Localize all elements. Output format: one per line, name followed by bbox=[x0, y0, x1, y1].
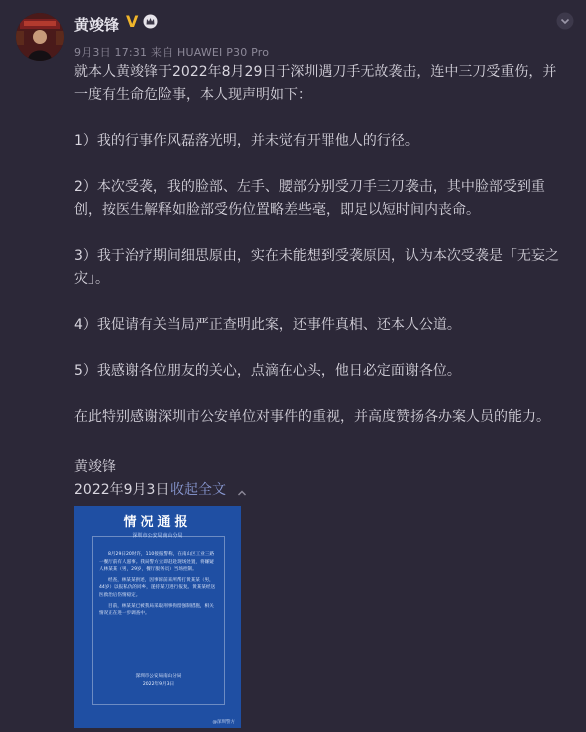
post-paragraph: 5）我感谢各位朋友的关心，点滴在心头，他日必定面谢各位。 bbox=[74, 363, 461, 379]
post-meta: 9月3日 17:31 来自 HUAWEI P30 Pro bbox=[74, 46, 270, 59]
more-chevron-icon[interactable] bbox=[556, 12, 574, 30]
post-paragraph: 4）我促请有关当局严正查明此案，还事件真相、还本人公道。 bbox=[74, 317, 461, 333]
notice-title: 情况通报 bbox=[123, 515, 192, 530]
post-paragraph: 1）我的行事作风磊落光明，并未觉有开罪他人的行径。 bbox=[74, 133, 419, 149]
notice-paragraph: 目前，林某某已被我局采取刑事拘留强制措施，相关情况正在进一步调查中。 bbox=[99, 603, 214, 617]
avatar[interactable] bbox=[16, 13, 64, 61]
notice-body bbox=[99, 551, 218, 621]
notice-frame bbox=[92, 536, 225, 705]
notice-paragraph: 8月29日20时许，110接报警称，在南山区工业三路一餐厅前有人滋事。我局警方立即赶赴现场处置，将嫌疑人林某某（男，29岁，餐厅服务员）当场控制。 bbox=[99, 552, 215, 573]
avatar-image bbox=[16, 13, 64, 61]
collapse-text-link[interactable]: 收起全文 bbox=[170, 482, 226, 498]
signature-name: 黄竣锋 bbox=[74, 459, 116, 475]
signature-date: 2022年9月3日 bbox=[74, 482, 170, 498]
notice-paragraph: 经查，林某某供述，因事诉前来所帮打黄某某（男，44岁）以报私仇的同乡，遂持某刀进行报复。黄某某经送医救治后伤情稳定。 bbox=[99, 577, 216, 598]
notice-signature bbox=[93, 673, 224, 689]
notice-sign-unit: 深圳市公安局南山分局 bbox=[135, 674, 182, 679]
post-paragraph: 在此特别感谢深圳市公安单位对事件的重视，并高度赞扬各办案人员的能力。 bbox=[74, 409, 550, 425]
username[interactable]: 黄竣锋 bbox=[74, 16, 120, 34]
post-paragraph: 3）我于治疗期间细思原由，实在未能想到受袭原因，认为本次受袭是「无妄之灾」。 bbox=[74, 248, 559, 287]
post-paragraph: 2）本次受袭，我的脸部、左手、腰部分别受刀手三刀袭击，其中脸部受到重创，按医生解释如脸部受伤位置略差些毫，即足以短时间内丧命。 bbox=[74, 179, 545, 218]
post-paragraph: 就本人黄竣锋于2022年8月29日于深圳遇刀手无故袭击，连中三刀受重伤，并一度有生命危险事，本人现声明如下： bbox=[74, 64, 557, 103]
chevron-up-icon[interactable] bbox=[237, 483, 247, 493]
notice-subtitle: 深圳市公安局南山分局 bbox=[132, 533, 183, 539]
verified-v-icon: V bbox=[126, 12, 139, 31]
police-notice-image[interactable] bbox=[74, 506, 241, 728]
crown-icon bbox=[143, 14, 158, 29]
post-body bbox=[74, 61, 568, 452]
notice-sign-date: 2022年9月3日 bbox=[142, 682, 175, 687]
notice-watermark: @深圳警方 bbox=[212, 720, 235, 725]
